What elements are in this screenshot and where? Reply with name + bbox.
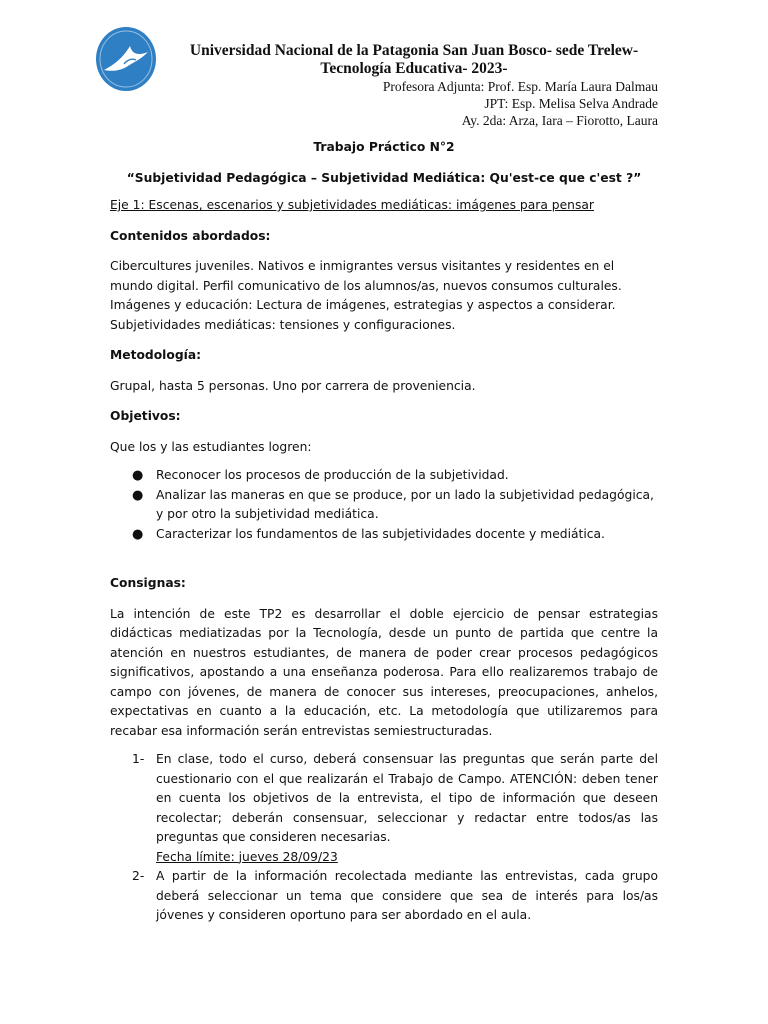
bullet-icon: ● <box>132 487 144 503</box>
deadline-row <box>110 848 658 868</box>
consignas-steps <box>110 750 658 926</box>
objetivos-heading: Objetivos: <box>110 409 181 423</box>
consignas-body: La intención de este TP2 es desarrollar el doble ejercicio de pensar estrategias didácticas mediatizadas por la Tecnología, desde un punto de partida que centre la atención en nuestros estudiantes, de manera de poder crear procesos pedagógicos significativos, apostando a una enseñanza poderosa. Para ello realizaremos trabajo de campo con jóvenes, de manera de conocer sus intereses, preocupaciones, anhelos, expectativas en cuanto a la educación, etc. La metodología que utilizaremos para recabar esa información serán entrevistas semiestructuradas. <box>110 606 658 738</box>
staff-line: Ay. 2da: Arza, Iara – Fiorotto, Laura <box>461 113 658 128</box>
staff-line: JPT: Esp. Melisa Selva Andrade <box>484 96 658 111</box>
contenidos-heading: Contenidos abordados: <box>110 228 271 243</box>
staff-line: Profesora Adjunta: Prof. Esp. María Laura Dalmau <box>382 79 658 94</box>
staff-list <box>238 78 658 129</box>
bullet-icon: ● <box>132 468 144 483</box>
deadline-text: Fecha límite: jueves 28/09/23 <box>156 849 338 864</box>
list-item <box>110 750 658 848</box>
list-item-text: Reconocer los procesos de producción de la subjetividad. <box>156 468 509 482</box>
step-text: A partir de la información recolectada mediante las entrevistas, cada grupo deberá seleccionar un tema que considere que sea de interés para los/as jóvenes y consideren oportuno para ser abordado en el aula. <box>156 869 658 922</box>
metodologia-body: Grupal, hasta 5 personas. Uno por carrera de proveniencia. <box>110 378 476 393</box>
list-item-text: Caracterizar los fundamentos de las subjetividades docente y mediática. <box>156 526 605 541</box>
list-item <box>110 466 658 486</box>
list-item <box>110 486 658 525</box>
header-title-line-2: Tecnología Educativa- 2023- <box>320 60 508 77</box>
consignas-heading: Consignas: <box>110 576 186 590</box>
step-number: 2- <box>132 869 145 883</box>
university-logo <box>94 26 158 92</box>
metodologia-heading: Metodología: <box>110 348 202 362</box>
document-subtitle: “Subjetividad Pedagógica – Subjetividad Mediática: Qu'est-ce que c'est ?” <box>126 170 642 185</box>
eje-heading: Eje 1: Escenas, escenarios y subjetividades mediáticas: imágenes para pensar <box>110 198 594 212</box>
contenidos-body: Cibercultures juveniles. Nativos e inmigrantes versus visitantes y residentes en el mundo digital. Perfil comunicativo de los alumnos/as, nuevos consumos culturales. Imágenes y educación: Lectura de imágenes, estrategias y aspectos a considerar. Subjetividades mediáticas: tensiones y configuraciones. <box>110 259 622 332</box>
step-number: 1- <box>132 752 145 766</box>
document-body <box>110 138 658 926</box>
step-text: En clase, todo el curso, deberá consensuar las preguntas que serán parte del cuestionario con el que realizarán el Trabajo de Campo. ATENCIÓN: deben tener en cuenta los objetivos de la entrevista, el tipo de información que deseen recolectar; deberán consensuar, seleccionar y redactar entre todos/as las preguntas que consideren necesarias. <box>156 752 658 844</box>
list-item <box>110 867 658 926</box>
header-title-line-1: Universidad Nacional de la Patagonia San Juan Bosco- sede Trelew- <box>189 42 639 59</box>
university-header <box>170 42 658 78</box>
list-item <box>110 525 658 545</box>
objetivos-list <box>110 466 658 544</box>
objetivos-intro: Que los y las estudiantes logren: <box>110 439 312 454</box>
document-title: Trabajo Práctico N°2 <box>313 140 455 154</box>
list-item-text: Analizar las maneras en que se produce, por un lado la subjetividad pedagógica, y por otro la subjetividad mediática. <box>156 487 654 521</box>
bullet-icon: ● <box>132 526 144 542</box>
